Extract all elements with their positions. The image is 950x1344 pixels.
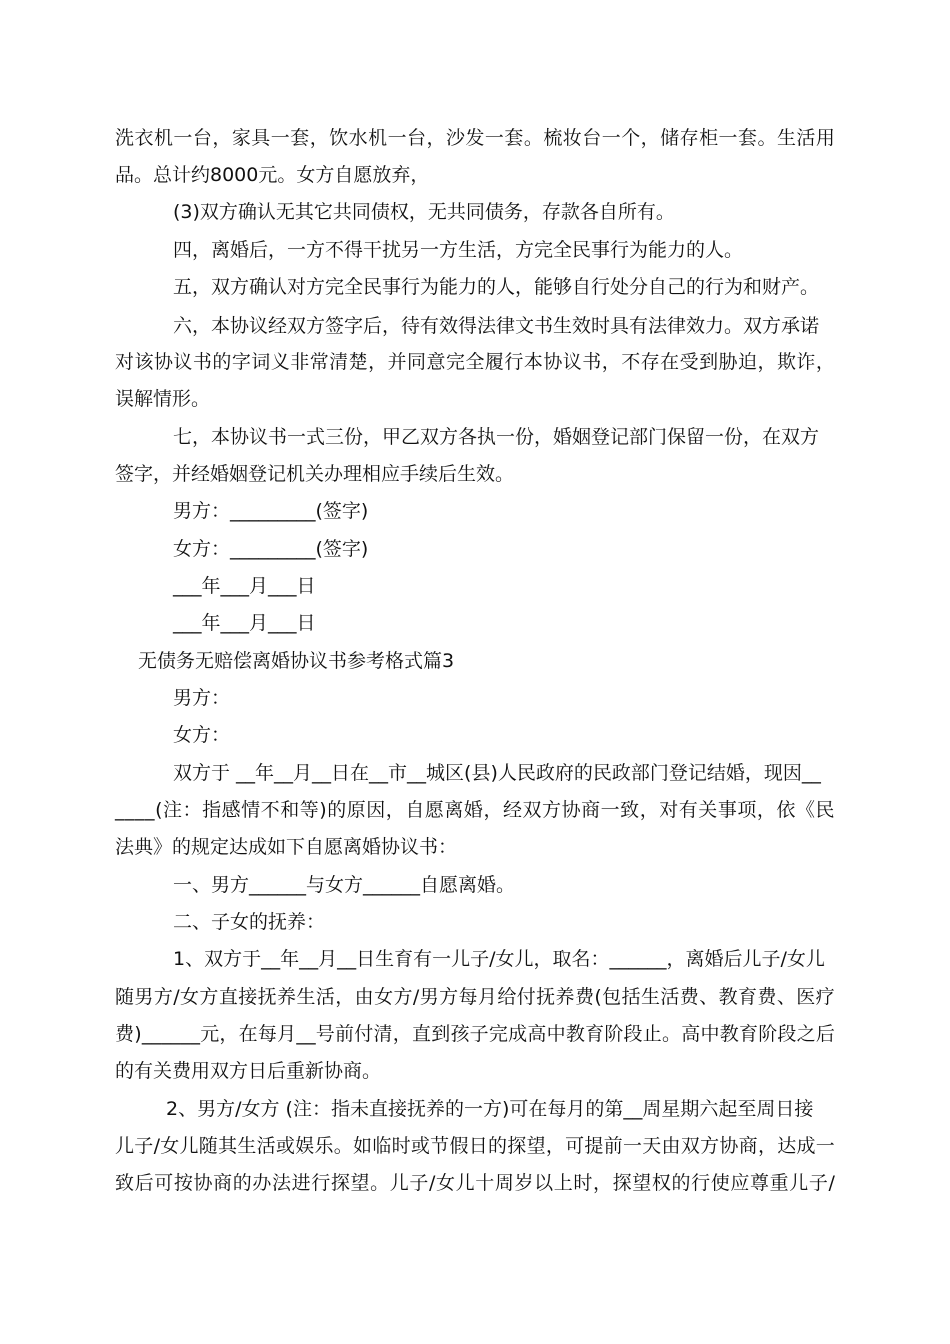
paragraph-line: 七，本协议书一式三份，甲乙双方各执一份，婚姻登记部门保留一份，在双方 [173, 426, 820, 448]
party-male: 男方： [173, 687, 231, 709]
paragraph-line: (3)双方确认无其它共同债权，无共同债务，存款各自所有。 [173, 201, 675, 223]
paragraph-line: 双方于 __年__月__日在__市__城区(县)人民政府的民政部门登记结婚，现因__ [173, 762, 821, 784]
signature-line-male: 男方：_________(签字) [173, 500, 369, 522]
paragraph-line: 费 ) _ _ _ _ _ _ 元 ， 在 每 月 _ _ 号 前 付 清 ， 直 到 孩 子 完 成 高 中 教 育 阶 段 止 。 高 中 教 育 阶 段 之 后 [115, 1023, 835, 1045]
section-heading: 无债务无赔偿离婚协议书参考格式篇3 [138, 650, 455, 672]
date-line: ___年___月___日 [173, 575, 316, 597]
paragraph-line: 洗 衣 机 一 台 ， 家 具 一 套 ， 饮 水 机 一 台 ， 沙 发 一 套 。 梳 妆 台 一 个 ， 储 存 柜 一 套 。 生 活 用 [115, 127, 835, 149]
paragraph-line: 的有关费用双方日后重新协商。 [115, 1060, 382, 1082]
paragraph-line: 对 该 协 议 书 的 字 词 义 非 常 清 楚 ， 并 同 意 完 全 履 行 本 协 议 书 ， 不 存 在 受 到 胁 迫 ， 欺 诈 ， [115, 351, 835, 373]
paragraph-line: 签字，并经婚姻登记机关办理相应手续后生效。 [115, 463, 515, 485]
paragraph-line: 一、男方______与女方______自愿离婚。 [173, 874, 516, 896]
paragraph-line: 五，双方确认对方完全民事行为能力的人，能够自行处分自己的行为和财产。 [173, 276, 820, 298]
paragraph-line: 随 男 方 / 女 方 直 接 抚 养 生 活 ， 由 女 方 / 男 方 每 月 给 付 抚 养 费 ( 包 括 生 活 费 、 教 育 费 、 医 疗 [115, 986, 835, 1008]
paragraph-line: _ _ _ _ ( 注 ： 指 感 情 不 和 等 ) 的 原 因 ， 自 愿 离 婚 ， 经 双 方 协 商 一 致 ， 对 有 关 事 项 ， 依 《 民 [115, 799, 835, 821]
paragraph-line: 1、双方于__年__月__日生育有一儿子/女儿，取名：______，离婚后儿子/女儿 [173, 948, 825, 970]
paragraph-line: 法典》的规定达成如下自愿离婚协议书： [115, 836, 458, 858]
paragraph-line: 2、男方/女方 (注：指未直接抚养的一方)可在每月的第__周星期六起至周日接 [166, 1098, 814, 1120]
paragraph-line: 品。总计约8000元。女方自愿放弃， [115, 164, 430, 186]
paragraph-line: 二、子女的抚养： [173, 911, 326, 933]
paragraph-line: 致 后 可 按 协 商 的 办 法 进 行 探 望 。 儿 子 / 女 儿 十 周 岁 以 上 时 ， 探 望 权 的 行 使 应 尊 重 儿 子 / [115, 1172, 835, 1194]
paragraph-line: 误解情形。 [115, 388, 211, 410]
party-female: 女方： [173, 724, 231, 746]
paragraph-line: 儿 子 / 女 儿 随 其 生 活 或 娱 乐 。 如 临 时 或 节 假 日 的 探 望 ， 可 提 前 一 天 由 双 方 协 商 ， 达 成 一 [115, 1135, 835, 1157]
paragraph-line: 四，离婚后，一方不得干扰另一方生活，方完全民事行为能力的人。 [173, 239, 744, 261]
signature-line-female: 女方：_________(签字) [173, 538, 369, 560]
paragraph-line: 六，本协议经双方签字后，待有效得法律文书生效时具有法律效力。双方承诺 [173, 315, 820, 337]
date-line: ___年___月___日 [173, 612, 316, 634]
